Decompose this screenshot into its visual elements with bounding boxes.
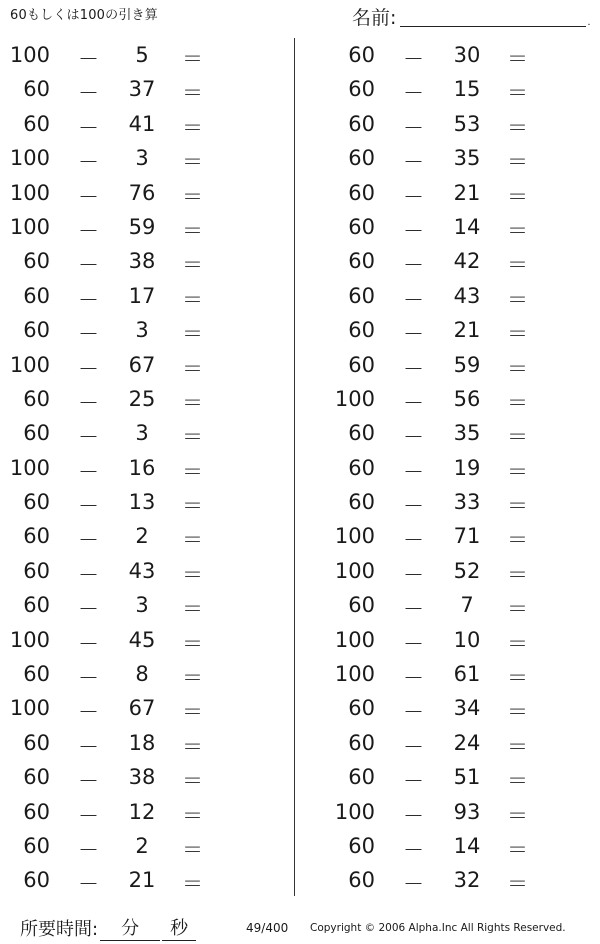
minutes-blank xyxy=(100,914,160,941)
minuend: 60 xyxy=(23,421,50,446)
minus-sign: － xyxy=(78,872,99,897)
copyright-notice: Copyright © 2006 Alpha.Inc All Rights Reserved. xyxy=(310,922,566,934)
minuend: 60 xyxy=(348,318,375,343)
minus-sign: － xyxy=(78,150,99,175)
subtrahend: 53 xyxy=(453,111,481,136)
problem-row xyxy=(0,313,300,347)
right-problem-column xyxy=(325,38,600,898)
minuend: 100 xyxy=(9,352,50,377)
problem-row xyxy=(0,38,300,72)
problem-row xyxy=(325,72,600,106)
problem-row xyxy=(325,416,600,450)
name-underline xyxy=(400,26,586,27)
subtrahend: 7 xyxy=(460,593,474,618)
minus-sign: － xyxy=(403,597,424,622)
subtrahend: 2 xyxy=(135,833,149,858)
equals-sign: ＝ xyxy=(182,803,203,828)
equals-sign: ＝ xyxy=(507,356,528,381)
minus-sign: － xyxy=(403,459,424,484)
equals-sign: ＝ xyxy=(182,769,203,794)
problem-row xyxy=(325,382,600,416)
seconds-blank xyxy=(162,914,196,941)
minus-sign: － xyxy=(403,47,424,71)
minuend: 60 xyxy=(348,77,375,102)
minus-sign: － xyxy=(403,218,424,243)
minus-sign: － xyxy=(403,390,424,415)
minus-sign: － xyxy=(78,528,99,553)
problem-row xyxy=(325,623,600,657)
minuend: 60 xyxy=(23,558,50,583)
subtrahend: 2 xyxy=(135,524,149,549)
minus-sign: － xyxy=(78,253,99,278)
problem-row xyxy=(325,210,600,244)
minuend: 60 xyxy=(23,386,50,411)
minuend: 100 xyxy=(334,524,375,549)
equals-sign: ＝ xyxy=(182,494,203,519)
problem-row xyxy=(0,141,300,175)
subtrahend: 38 xyxy=(128,765,156,790)
minuend: 60 xyxy=(348,111,375,136)
equals-sign: ＝ xyxy=(507,562,528,587)
minus-sign: － xyxy=(403,734,424,759)
minus-sign: － xyxy=(403,700,424,725)
subtrahend: 24 xyxy=(453,730,481,755)
problem-row xyxy=(325,279,600,313)
equals-sign: ＝ xyxy=(507,803,528,828)
minus-sign: － xyxy=(403,494,424,519)
problem-row xyxy=(0,863,300,897)
minuend: 60 xyxy=(348,455,375,480)
minuend: 60 xyxy=(348,249,375,274)
minus-sign: － xyxy=(403,837,424,862)
minuend: 60 xyxy=(348,730,375,755)
minuend: 100 xyxy=(334,627,375,652)
equals-sign: ＝ xyxy=(507,322,528,347)
subtrahend: 3 xyxy=(135,421,149,446)
minus-sign: － xyxy=(78,562,99,587)
subtrahend: 51 xyxy=(453,765,481,790)
equals-sign: ＝ xyxy=(507,115,528,140)
minus-sign: － xyxy=(403,425,424,450)
minus-sign: － xyxy=(78,597,99,622)
subtrahend: 76 xyxy=(128,180,156,205)
problem-row xyxy=(0,691,300,725)
minuend: 60 xyxy=(23,730,50,755)
equals-sign: ＝ xyxy=(507,81,528,106)
minuend: 60 xyxy=(348,833,375,858)
equals-sign: ＝ xyxy=(507,734,528,759)
minuend: 60 xyxy=(348,180,375,205)
minus-sign: － xyxy=(78,837,99,862)
minus-sign: － xyxy=(403,81,424,106)
equals-sign: ＝ xyxy=(182,597,203,622)
problem-row xyxy=(0,72,300,106)
minus-sign: － xyxy=(78,769,99,794)
subtrahend: 25 xyxy=(128,386,156,411)
name-dot: . xyxy=(587,17,591,28)
minuend: 60 xyxy=(23,283,50,308)
equals-sign: ＝ xyxy=(507,184,528,209)
subtrahend: 34 xyxy=(453,696,481,721)
problem-row xyxy=(325,485,600,519)
minus-sign: － xyxy=(403,872,424,897)
equals-sign: ＝ xyxy=(507,390,528,415)
minus-sign: － xyxy=(403,287,424,312)
column-divider xyxy=(294,38,295,896)
subtrahend: 56 xyxy=(453,386,481,411)
time-label: 所要時間: xyxy=(20,919,99,940)
problem-row xyxy=(0,416,300,450)
minus-sign: － xyxy=(78,666,99,691)
problem-row xyxy=(0,382,300,416)
problem-row xyxy=(0,588,300,622)
minuend: 60 xyxy=(23,833,50,858)
minuend: 60 xyxy=(23,111,50,136)
minus-sign: － xyxy=(403,631,424,656)
problem-row xyxy=(0,107,300,141)
problem-row xyxy=(325,760,600,794)
minus-sign: － xyxy=(403,253,424,278)
subtrahend: 71 xyxy=(453,524,481,549)
equals-sign: ＝ xyxy=(507,631,528,656)
equals-sign: ＝ xyxy=(507,47,528,71)
page-number: 49/400 xyxy=(246,921,289,935)
minuend: 60 xyxy=(23,249,50,274)
minuend: 100 xyxy=(334,558,375,583)
minuend: 60 xyxy=(23,662,50,687)
minus-sign: － xyxy=(78,631,99,656)
problem-row xyxy=(0,760,300,794)
problem-row xyxy=(0,795,300,829)
equals-sign: ＝ xyxy=(182,287,203,312)
minuend: 60 xyxy=(23,524,50,549)
minuend: 100 xyxy=(9,146,50,171)
subtrahend: 10 xyxy=(453,627,481,652)
problem-row xyxy=(0,519,300,553)
left-problem-column xyxy=(0,38,300,898)
minuend: 100 xyxy=(9,180,50,205)
problem-row xyxy=(0,279,300,313)
equals-sign: ＝ xyxy=(182,356,203,381)
minus-sign: － xyxy=(78,115,99,140)
equals-sign: ＝ xyxy=(507,528,528,553)
minuend: 100 xyxy=(334,662,375,687)
equals-sign: ＝ xyxy=(507,459,528,484)
subtrahend: 59 xyxy=(453,352,481,377)
minus-sign: － xyxy=(403,356,424,381)
subtrahend: 38 xyxy=(128,249,156,274)
subtrahend: 35 xyxy=(453,146,481,171)
subtrahend: 5 xyxy=(135,43,149,67)
equals-sign: ＝ xyxy=(182,322,203,347)
minuend: 100 xyxy=(9,627,50,652)
equals-sign: ＝ xyxy=(182,700,203,725)
minus-sign: － xyxy=(78,494,99,519)
subtrahend: 59 xyxy=(128,214,156,239)
minuend: 60 xyxy=(348,490,375,515)
minus-sign: － xyxy=(78,734,99,759)
subtrahend: 45 xyxy=(128,627,156,652)
minus-sign: － xyxy=(78,425,99,450)
equals-sign: ＝ xyxy=(507,218,528,243)
equals-sign: ＝ xyxy=(507,425,528,450)
problem-row xyxy=(0,623,300,657)
subtrahend: 8 xyxy=(135,662,149,687)
subtrahend: 15 xyxy=(453,77,481,102)
problem-row xyxy=(325,554,600,588)
minus-sign: － xyxy=(78,287,99,312)
subtrahend: 41 xyxy=(128,111,156,136)
minuend: 100 xyxy=(9,455,50,480)
equals-sign: ＝ xyxy=(182,666,203,691)
equals-sign: ＝ xyxy=(507,287,528,312)
equals-sign: ＝ xyxy=(182,253,203,278)
equals-sign: ＝ xyxy=(182,459,203,484)
minuend: 60 xyxy=(348,696,375,721)
minus-sign: － xyxy=(403,769,424,794)
equals-sign: ＝ xyxy=(182,425,203,450)
minuend: 60 xyxy=(23,77,50,102)
subtrahend: 3 xyxy=(135,318,149,343)
problem-row xyxy=(325,519,600,553)
problem-row xyxy=(325,795,600,829)
subtrahend: 3 xyxy=(135,146,149,171)
minuend: 60 xyxy=(348,214,375,239)
minuend: 100 xyxy=(334,799,375,824)
subtrahend: 21 xyxy=(128,868,156,893)
equals-sign: ＝ xyxy=(507,769,528,794)
subtrahend: 17 xyxy=(128,283,156,308)
subtrahend: 35 xyxy=(453,421,481,446)
minuend: 100 xyxy=(9,696,50,721)
equals-sign: ＝ xyxy=(182,631,203,656)
subtrahend: 43 xyxy=(128,558,156,583)
minus-sign: － xyxy=(403,184,424,209)
equals-sign: ＝ xyxy=(182,47,203,71)
equals-sign: ＝ xyxy=(507,150,528,175)
problem-row xyxy=(325,313,600,347)
subtrahend: 13 xyxy=(128,490,156,515)
subtrahend: 16 xyxy=(128,455,156,480)
problem-row xyxy=(325,176,600,210)
problem-row xyxy=(325,107,600,141)
minuend: 60 xyxy=(348,283,375,308)
minuend: 60 xyxy=(348,421,375,446)
minus-sign: － xyxy=(403,115,424,140)
subtrahend: 37 xyxy=(128,77,156,102)
subtrahend: 93 xyxy=(453,799,481,824)
equals-sign: ＝ xyxy=(507,700,528,725)
minuend: 60 xyxy=(23,799,50,824)
subtrahend: 33 xyxy=(453,490,481,515)
minus-sign: － xyxy=(403,803,424,828)
equals-sign: ＝ xyxy=(182,837,203,862)
problem-row xyxy=(325,863,600,897)
minus-sign: － xyxy=(403,666,424,691)
minuend: 60 xyxy=(348,868,375,893)
problem-row xyxy=(325,657,600,691)
minus-sign: － xyxy=(78,218,99,243)
equals-sign: ＝ xyxy=(507,597,528,622)
minutes-label: 分 xyxy=(121,918,140,939)
minus-sign: － xyxy=(78,47,99,71)
worksheet-title: 60もしくは100の引き算 xyxy=(10,8,158,23)
equals-sign: ＝ xyxy=(182,81,203,106)
problem-row xyxy=(325,38,600,72)
problem-row xyxy=(325,588,600,622)
equals-sign: ＝ xyxy=(507,253,528,278)
problem-row xyxy=(0,176,300,210)
problem-row xyxy=(325,451,600,485)
minus-sign: － xyxy=(78,459,99,484)
equals-sign: ＝ xyxy=(182,562,203,587)
subtrahend: 21 xyxy=(453,318,481,343)
minus-sign: － xyxy=(78,322,99,347)
subtrahend: 32 xyxy=(453,868,481,893)
problem-row xyxy=(325,691,600,725)
minuend: 100 xyxy=(9,43,50,67)
equals-sign: ＝ xyxy=(507,837,528,862)
equals-sign: ＝ xyxy=(182,872,203,897)
minus-sign: － xyxy=(78,390,99,415)
minuend: 100 xyxy=(334,386,375,411)
minuend: 60 xyxy=(23,490,50,515)
minuend: 60 xyxy=(348,352,375,377)
equals-sign: ＝ xyxy=(507,666,528,691)
name-field xyxy=(352,6,591,30)
problem-row xyxy=(0,451,300,485)
equals-sign: ＝ xyxy=(182,115,203,140)
equals-sign: ＝ xyxy=(507,872,528,897)
problem-row xyxy=(0,657,300,691)
subtrahend: 12 xyxy=(128,799,156,824)
minus-sign: － xyxy=(403,562,424,587)
equals-sign: ＝ xyxy=(182,184,203,209)
subtrahend: 30 xyxy=(453,43,481,67)
subtrahend: 52 xyxy=(453,558,481,583)
equals-sign: ＝ xyxy=(182,390,203,415)
equals-sign: ＝ xyxy=(182,734,203,759)
subtrahend: 18 xyxy=(128,730,156,755)
subtrahend: 67 xyxy=(128,696,156,721)
subtrahend: 14 xyxy=(453,214,481,239)
minus-sign: － xyxy=(78,81,99,106)
problem-row xyxy=(325,244,600,278)
minuend: 60 xyxy=(348,593,375,618)
minuend: 60 xyxy=(23,868,50,893)
subtrahend: 61 xyxy=(453,662,481,687)
problem-row xyxy=(325,829,600,863)
equals-sign: ＝ xyxy=(182,150,203,175)
problem-row xyxy=(0,829,300,863)
minuend: 60 xyxy=(23,593,50,618)
minus-sign: － xyxy=(403,528,424,553)
subtrahend: 43 xyxy=(453,283,481,308)
problem-row xyxy=(0,554,300,588)
minuend: 60 xyxy=(23,765,50,790)
problem-row xyxy=(0,348,300,382)
name-label: 名前: xyxy=(352,7,397,29)
equals-sign: ＝ xyxy=(182,218,203,243)
minuend: 60 xyxy=(348,146,375,171)
problem-row xyxy=(325,726,600,760)
problem-row xyxy=(0,244,300,278)
minuend: 60 xyxy=(23,318,50,343)
minus-sign: － xyxy=(78,356,99,381)
problem-row xyxy=(0,210,300,244)
equals-sign: ＝ xyxy=(507,494,528,519)
minuend: 60 xyxy=(348,765,375,790)
minus-sign: － xyxy=(78,184,99,209)
subtrahend: 42 xyxy=(453,249,481,274)
minus-sign: － xyxy=(78,803,99,828)
subtrahend: 3 xyxy=(135,593,149,618)
subtrahend: 19 xyxy=(453,455,481,480)
minus-sign: － xyxy=(403,322,424,347)
minus-sign: － xyxy=(403,150,424,175)
equals-sign: ＝ xyxy=(182,528,203,553)
minuend: 60 xyxy=(348,43,375,67)
problem-row xyxy=(325,348,600,382)
problem-row xyxy=(325,141,600,175)
subtrahend: 14 xyxy=(453,833,481,858)
minus-sign: － xyxy=(78,700,99,725)
seconds-label: 秒 xyxy=(170,918,189,939)
subtrahend: 67 xyxy=(128,352,156,377)
subtrahend: 21 xyxy=(453,180,481,205)
minuend: 100 xyxy=(9,214,50,239)
time-taken xyxy=(20,914,196,941)
problem-row xyxy=(0,726,300,760)
problem-row xyxy=(0,485,300,519)
